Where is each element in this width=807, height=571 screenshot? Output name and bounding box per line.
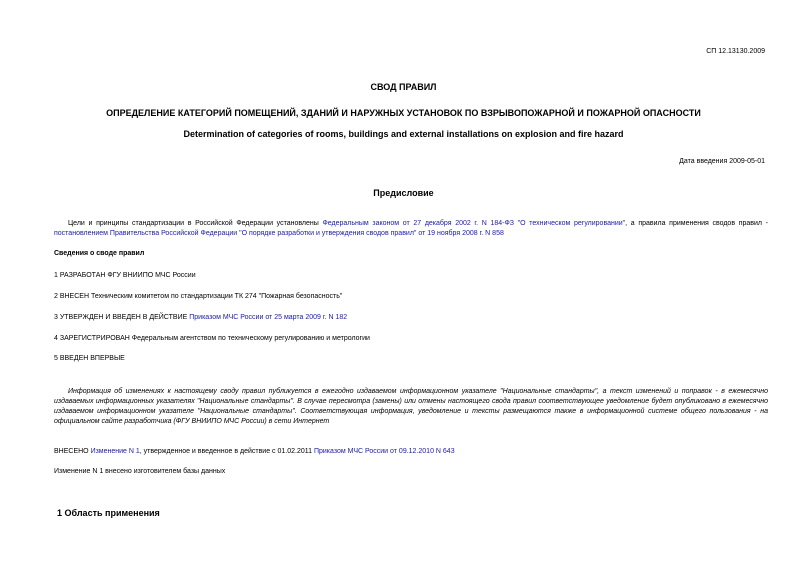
- document-type-title: СВОД ПРАВИЛ: [370, 82, 437, 92]
- document-title-en: Determination of categories of rooms, buildings and external installations on explosion and fire hazard: [183, 129, 624, 139]
- introduction-date: Дата введения 2009-05-01: [679, 158, 765, 165]
- amendment-note: Изменение N 1 внесено изготовителем базы данных: [54, 468, 226, 475]
- info-item-2: 2 ВНЕСЕН Техническим комитетом по стандартизации ТК 274 "Пожарная безопасность": [54, 293, 343, 300]
- amendment-line: [54, 448, 455, 455]
- mchs-order-link[interactable]: Приказом МЧС России от 25 марта 2009 г. N 182: [189, 314, 348, 321]
- amendment-text-1: ВНЕСЕНО: [54, 448, 91, 455]
- info-item-3: [54, 314, 347, 321]
- federal-law-link[interactable]: Федеральным законом от 27 декабря 2002 г. N 184-ФЗ "О техническом регулировании": [322, 220, 626, 227]
- amendment-order-link[interactable]: Приказом МЧС России от 09.12.2010 N 643: [313, 448, 455, 455]
- preface-text-1: Цели и принципы стандартизации в Российской Федерации установлены: [68, 220, 323, 227]
- document-code: СП 12.13130.2009: [706, 48, 765, 55]
- preface-heading: Предисловие: [373, 188, 434, 198]
- document-title-ru: ОПРЕДЕЛЕНИЕ КАТЕГОРИЙ ПОМЕЩЕНИЙ, ЗДАНИЙ И НАРУЖНЫХ УСТАНОВОК ПО ВЗРЫВОПОЖАРНОЙ И ПОЖАРНОЙ ОПАСНОСТИ: [106, 108, 701, 118]
- info-item-3-text: 3 УТВЕРЖДЕН И ВВЕДЕН В ДЕЙСТВИЕ: [54, 314, 190, 321]
- amendment-link[interactable]: Изменение N 1: [90, 448, 140, 455]
- info-item-4: 4 ЗАРЕГИСТРИРОВАН Федеральным агентством по техническому регулированию и метрологии: [54, 335, 370, 342]
- info-heading: Сведения о своде правил: [54, 250, 145, 257]
- info-item-5: 5 ВВЕДЕН ВПЕРВЫЕ: [54, 355, 125, 362]
- section-1-heading: 1 Область применения: [57, 508, 160, 518]
- government-decree-link[interactable]: постановлением Правительства Российской Федерации "О порядке разработки и утверждения сводов правил" от 19 ноября 2008 г. N 858: [54, 230, 504, 237]
- preface-text-2: , а правила применения сводов правил -: [625, 220, 768, 227]
- preface-paragraph: [54, 219, 768, 239]
- changes-info-paragraph: Информация об изменениях к настоящему своду правил публикуется в ежегодно издаваемом информационном указателе "Национальные стандарты", а текст изменений и поправок - в ежемесячно издаваемых информационных указателях "Национальные стандарты". В случае пересмотра (замены) или отмены настоящего свода правил соответствующее уведомление будет опубликовано в ежемесячно издаваемом информационном указателе "Национальные стандарты". Соответствующая информация, уведомление и тексты размещаются также в информационной системе общего пользования - на официальном сайте разработчика (ФГУ ВНИИПО МЧС России) в сети Интернет: [54, 388, 768, 425]
- amendment-text-2: , утвержденное и введенное в действие с 01.02.2011: [139, 448, 314, 455]
- info-item-1: 1 РАЗРАБОТАН ФГУ ВНИИПО МЧС России: [54, 272, 196, 279]
